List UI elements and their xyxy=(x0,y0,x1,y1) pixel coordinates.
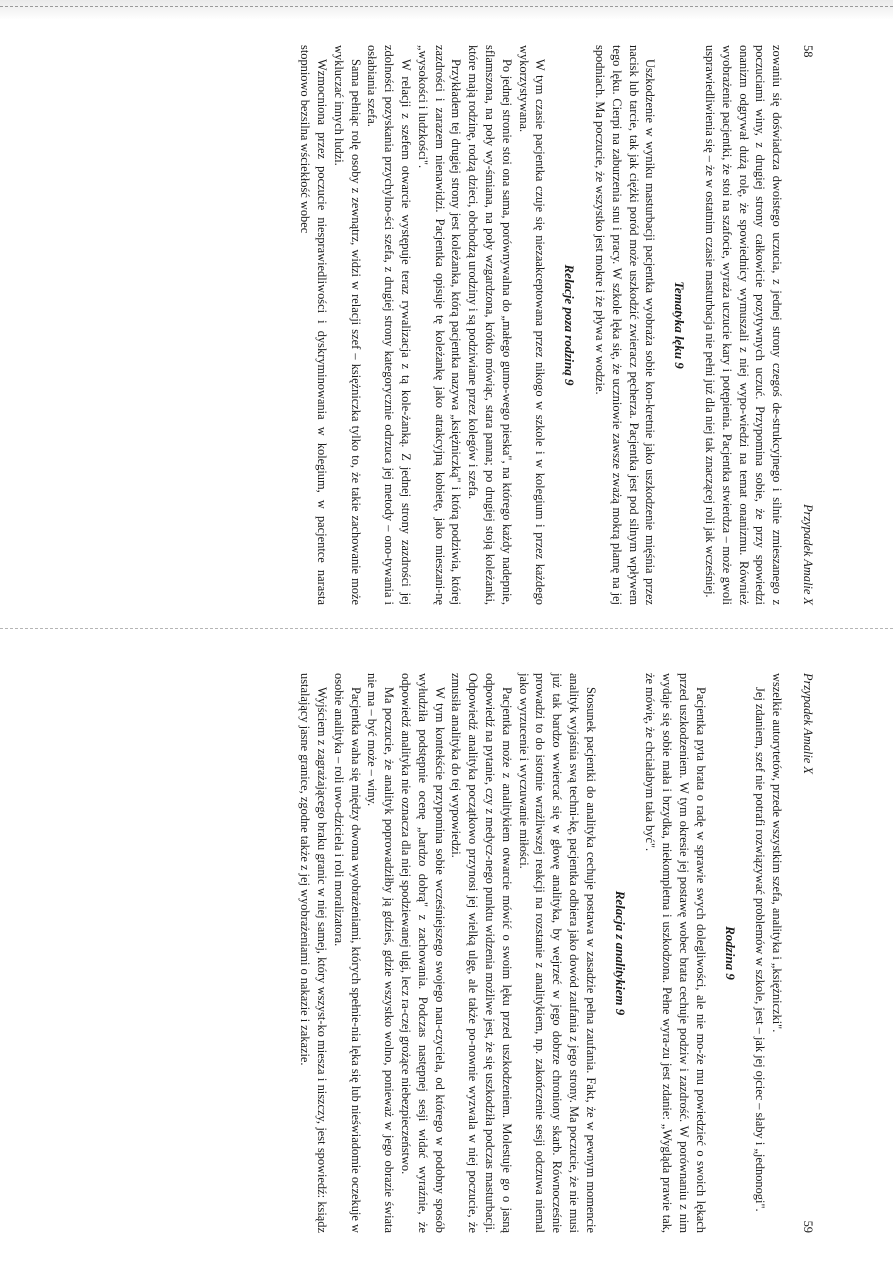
page-59 xyxy=(76,673,816,1233)
paragraph: W tym czasie pacjentka czuje się niezaakceptowana przez nikogo w szkole i w kolegium i przez każdego wykorzystywana. xyxy=(516,45,548,605)
paragraph: Pacjentka pyta brata o radę w sprawie swych dolegliwości, ale nie mo-że mu powiedzieć o swoich lękach przed uszkodzeniem. W tym okresie jej postawę wobec brata cechuje podziw i zazdrość. W porównaniu z nim wydaje się sobie mała i brzydka, niekompletna i uszkodzona. Pełne wyra-zu jest zdanie: „Wygląda prawie tak, że mówię, że chciałabym taka być". xyxy=(643,673,708,1233)
running-head: Przypadek Amalie X xyxy=(801,673,815,774)
paragraph: Jej zdaniem, szef nie potrafi rozwiązywać problemów w szkole, jest – jak jej ojciec – słaby i „jednonogi". xyxy=(753,687,768,1212)
running-head: Przypadek Amalie X xyxy=(801,504,815,605)
paragraph: Stosunek pacjentki do analityka cechuje postawa w zasadzie pełna zaufania. Fakt, że w pewnym momencie analityk wyjaśnia swą techni-kę, pacjentka odbiera jako dowód zaufania z jego strony. Ma poczucie, że nie musi już tak bardzo wwiercać się w głowę analityka, by wejrzeć w jego dobrze chroniony skarb. Równocześnie prowadzi to do istotnie wrażliwszej reakcji na rozstanie z analitykiem, np. zakończenie sesji odczuwa niemal jako wyrzucenie i wyczuwanie miłości. xyxy=(516,673,598,1233)
section-heading-anxiety: Tematyka lęku 9 xyxy=(672,281,688,369)
section-heading-family: Rodzina 9 xyxy=(722,926,738,980)
paragraph: Wzmocniona przez poczucie niesprawiedliwości i dyskryminowania w kolegium, w pacjentce narasta stopniowo bezsilna wściekłość wobec xyxy=(298,45,330,605)
paragraph: Pacjentka może z analitykiem otwarcie mówić o swoim lęku przed uszkodzeniem. Molestuje go o jasną odpowiedź na pytanie, czy z medycz-nego punktu widzenia możliwe jest, że się uszkodziła podczas masturbacji. Odpowiedź analityka początkowo przynosi jej wielką ulgę, ale także po-nownie wyzwala w niej poczucie, że zmusiła analityka do tej wypowiedzi. xyxy=(449,673,514,1233)
paragraph: Ma poczucie, że analityk poprowadziłby ją gdzieś, gdzie wszystko wolno, ponieważ w jego obrazie świata nie ma – być może – winy. xyxy=(365,673,397,1233)
section-heading-relation-with-analyst: Relacja z analitykiem 9 xyxy=(612,890,628,1016)
paragraph: W tym kontekście przypomina sobie wcześniejszego swojego nau-czyciela, od którego w podobny sposób wyłudziła podstępnie ocenę „bardzo dobrą" z zachowania. Podczas następnej sesji widać wyraźnie, że odpowiedź analityka nie oznacza dla niej spodziewanej ulgi, lecz ra-czej grożące niebezpieczeństwo. xyxy=(399,673,447,1233)
book-spine-divider xyxy=(0,628,893,629)
section-heading-relations-outside-family: Relacje poza rodziną 9 xyxy=(562,264,578,386)
page-58 xyxy=(76,45,816,605)
paragraph: Po jednej stronie stoi ona sama, porównywalna do „małego gumo-wego pieska", na którego każdy nadepnie, sflamszona, na poły wy-śmiana, na poły wzgardzona, krótko mówiąc, stara panna; po drugiej stoją koleżanki, które mają rodzinę, rodzą dzieci, obchodzą urodziny i są podziwiane przez kolegów i szefa. xyxy=(466,45,514,605)
paragraph: Sama pełniąc rolę osoby z zewnątrz, widzi w relacji szef – księżniczka tylko to, że takie zachowanie może wykluczać innych ludzi. xyxy=(331,45,363,605)
page-header-58 xyxy=(799,45,816,605)
scan-marks xyxy=(0,6,893,13)
page-number: 59 xyxy=(801,1220,815,1233)
paragraph-intro: wszelkie autorytetów, przede wszystkim szefa, analityka i „księżniczki". xyxy=(770,673,785,1033)
paragraph: Uszkodzenie w wyniku masturbacji pacjentka wyobraża sobie kon-kretnie jako uszkodzenie mięśnia przez nacisk lub tarcie, tak jak ciężki poród może uszkodzić zwieracz pęcherza. Pacjentka jest pod silnym wpływem tego lęku. Cierpi na zaburzenia snu i pracy. W szkole lęka się, że uczniowie zawsze zważą mokrą plamę na jej spodniach. Ma poczucie, że wszystko jest mokre i że pływa w wodzie. xyxy=(593,45,658,605)
paragraph-intro: zowaniu się doświadcza dwoistego uczucia, z jednej strony czegoś de-strukcyjnego i silnie zmieszanego z poczuciami winy, z drugiej strony całkowicie pozytywnych uczuć. Przypomina sobie, że przy spowiedzi onanizm odgrywał dużą rolę, że spowiednicy wymuszali z niej wypo-wiedzi na temat onanizmu. Również wyobrażenie pacjentki, że stoi na szafocie, wyraża uczucie kary i potępienia. Pacjentka stwierdza – może gwoli usprawiedliwienia się – że w ostatnim czasie masturbacja nie pełni już dla niej tak znaczącej roli jak wcześniej. xyxy=(703,45,785,605)
paragraph: Pacjentka waha się między dwoma wyobrażeniami, których spełnie-nia lęka się lub nieświadomie oczekuje w osobie analityka – roli uwo-dziciela i roli moralizatora. xyxy=(331,673,363,1233)
paragraph: Wyjściem z zagrażającego braku granic w niej samej, który wszyst-ko miesza i niszczy, jest spowiedź: ksiądz ustalający jasne granice, zgodne także z jej wyobrażeniami o nakazie i zakazie. xyxy=(298,673,330,1233)
page-header-59 xyxy=(799,673,816,1233)
page-number: 58 xyxy=(801,45,815,58)
paragraph: Przykładem tej drugiej strony jest koleżanka, którą pacjentka nazywa „księżniczką" i którą podziwia, której zazdrości i zarazem nienawidzi. Pacjentka opisuje tę koleżankę jako atrakcyjną kobietę, jako mieszani-nę „wysokości i ludzkości". xyxy=(415,45,464,605)
paragraph: W relacji z szefem otwarcie występuje teraz rywalizacja z tą kole-żanką. Z jednej strony zazdrości jej zdolności pozyskania przychylno-ści szefa, z drugiej strony kategorycznie odrzuca jej metody – ono-tywania i osłabiania szefa. xyxy=(365,45,414,605)
